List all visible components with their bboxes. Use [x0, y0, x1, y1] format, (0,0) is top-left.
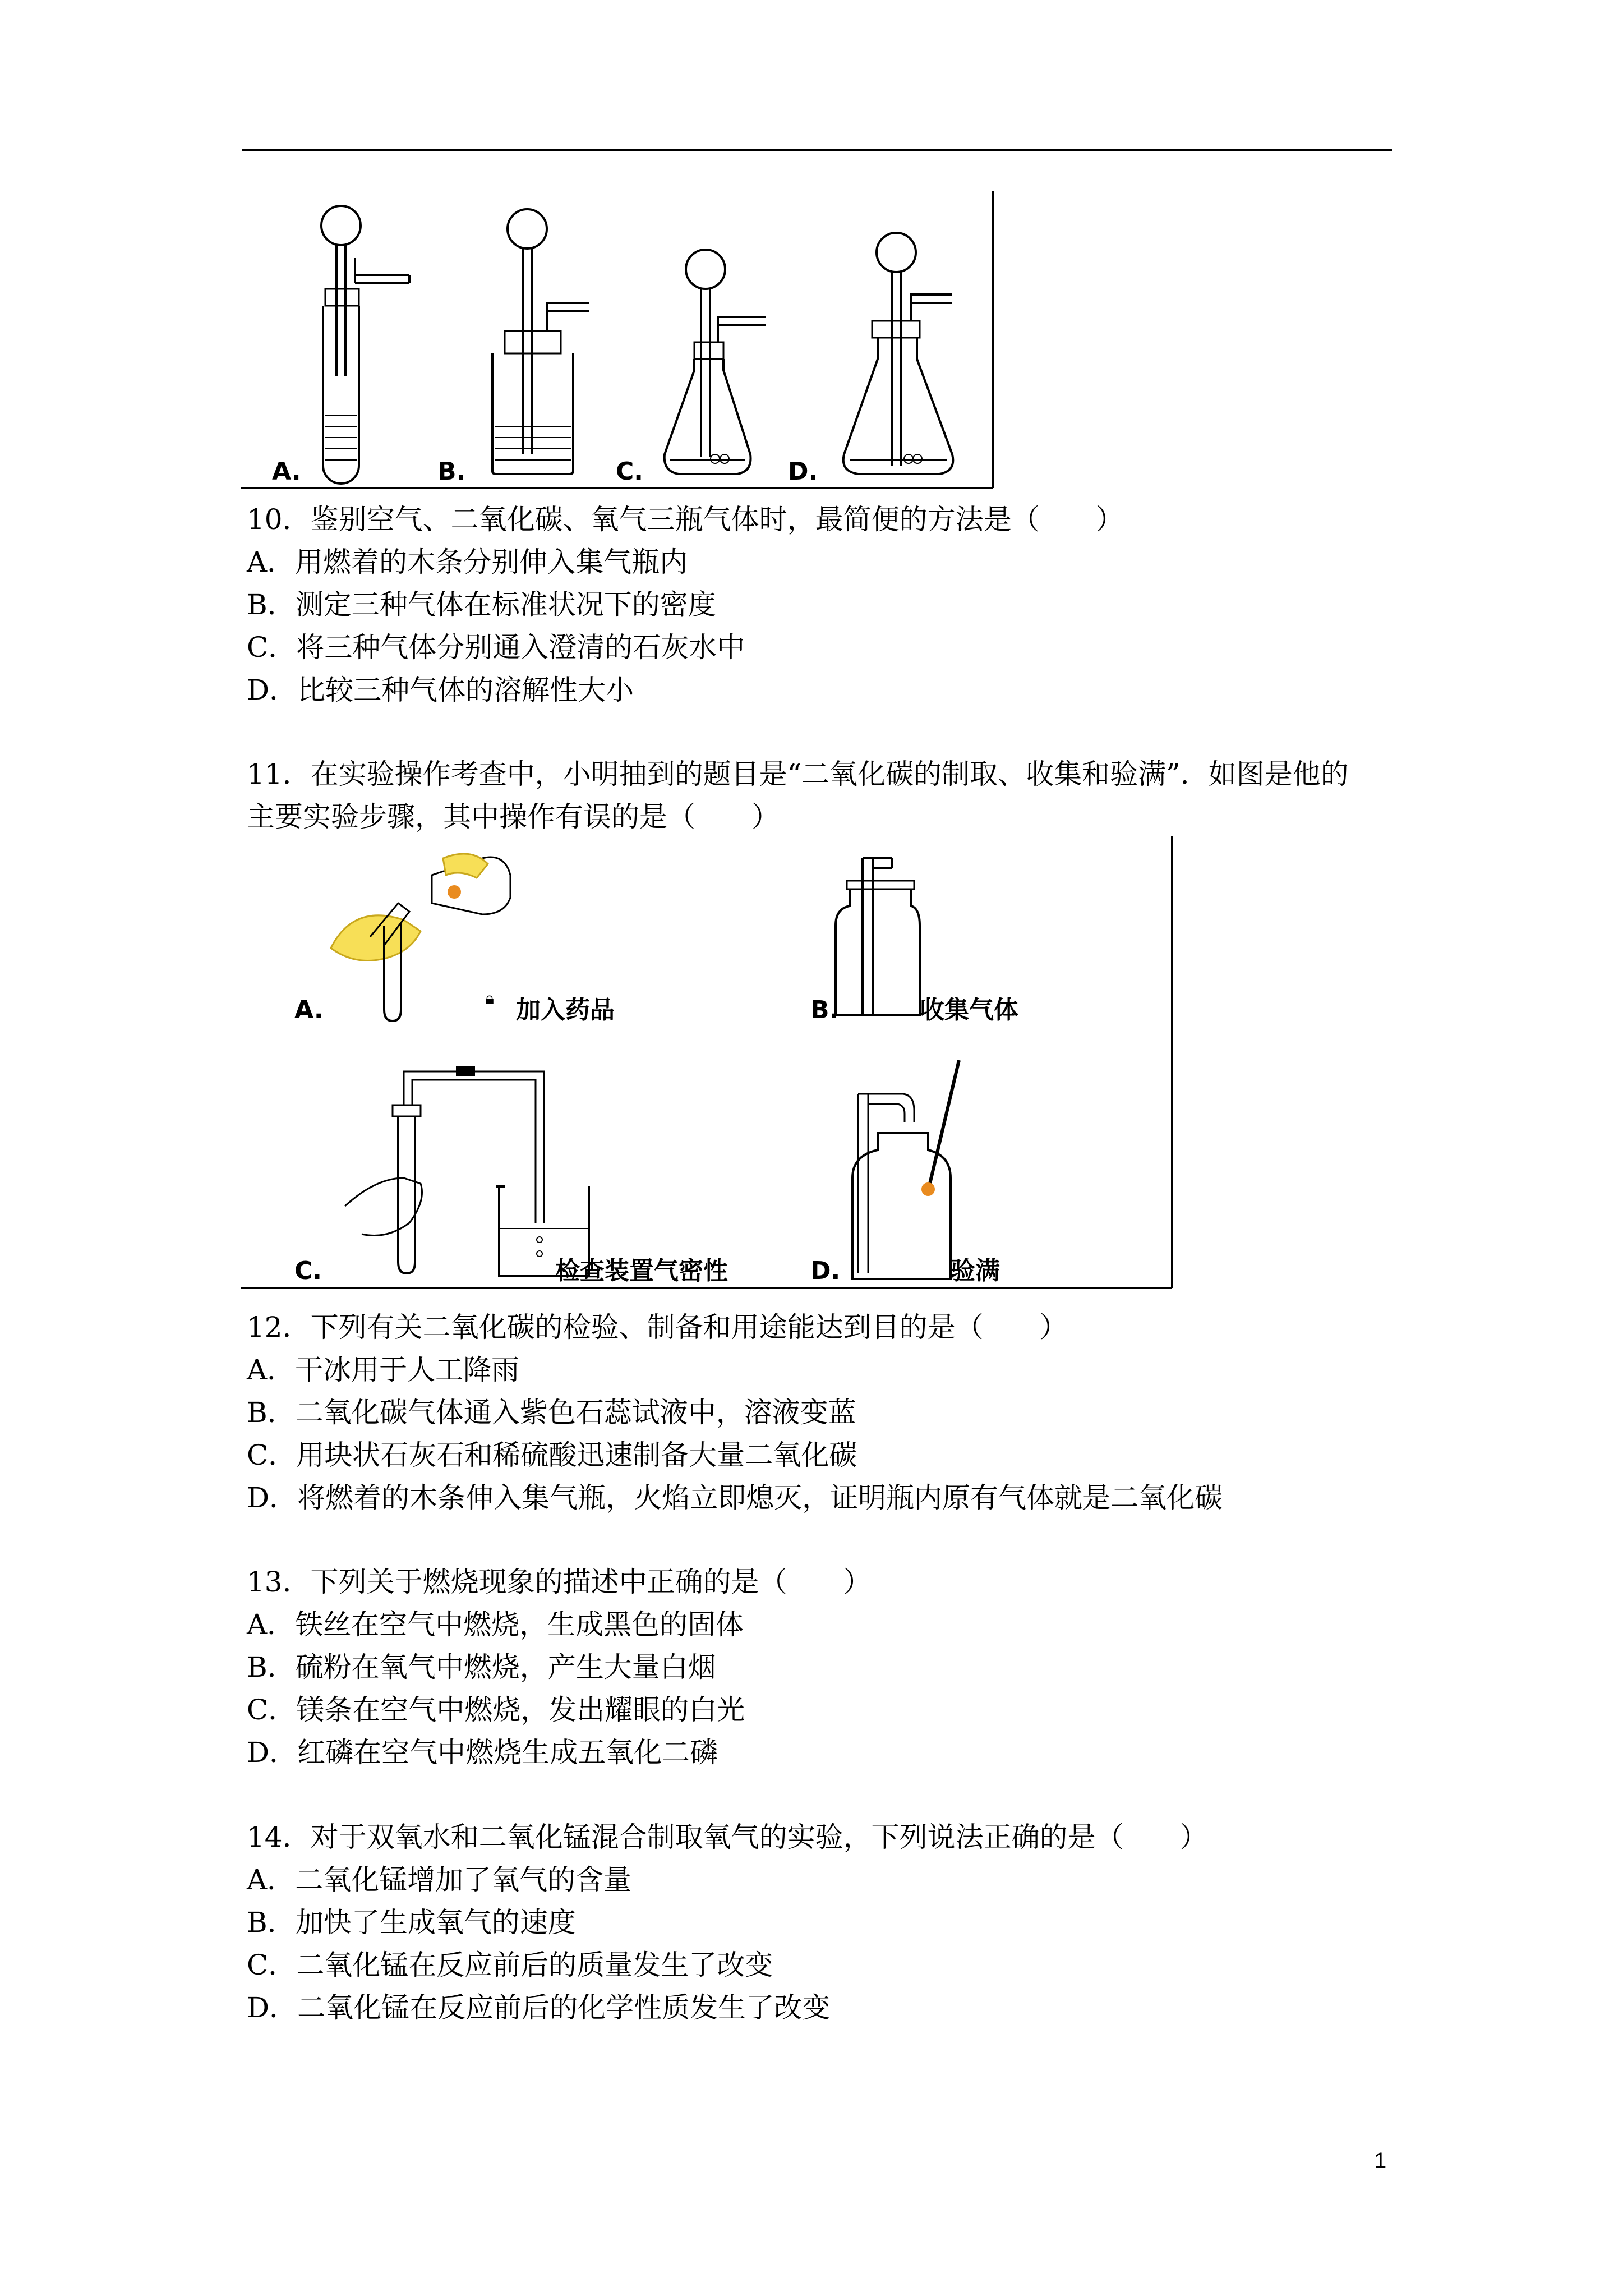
step-a-label: A. [294, 996, 324, 1024]
question-stem: 11．在实验操作考查中，小明抽到的题目是“二氧化碳的制取、收集和验满”．如图是他的 [247, 758, 1349, 790]
option-a: A．用燃着的木条分别伸入集气瓶内 [247, 546, 688, 578]
fig-label-c: C. [616, 457, 644, 486]
option-b: B．测定三种气体在标准状况下的密度 [247, 588, 716, 621]
option-b: B．二氧化碳气体通入紫色石蕊试液中，溶液变蓝 [247, 1396, 856, 1429]
question-10 [247, 498, 1391, 711]
step-a-caption: 加入药品 [516, 996, 615, 1024]
option-d: D．二氧化锰在反应前后的化学性质发生了改变 [247, 1991, 831, 2024]
apparatus-d [843, 233, 953, 474]
option-a: A．二氧化锰增加了氧气的含量 [247, 1864, 632, 1896]
question-stem: 10．鉴别空气、二氧化碳、氧气三瓶气体时，最简便的方法是（ ） [247, 503, 1124, 536]
step-c-label: C. [294, 1257, 322, 1285]
apparatus-figure [241, 191, 1004, 494]
page-number: 1 [1374, 2148, 1387, 2173]
question-13 [247, 1561, 1391, 1774]
apparatus-c [665, 250, 766, 474]
question-stem-continued: 主要实验步骤，其中操作有误的是（ ） [247, 800, 780, 833]
apparatus-b [492, 209, 589, 474]
step-b-label: B. [810, 996, 839, 1024]
question-11 [247, 753, 1391, 838]
option-b: B．加快了生成氧气的速度 [247, 1906, 576, 1939]
step-c-caption: 检查装置气密性 [555, 1257, 728, 1285]
question-stem: 12．下列有关二氧化碳的检验、制备和用途能达到目的是（ ） [247, 1311, 1068, 1343]
option-d: D．红磷在空气中燃烧生成五氧化二磷 [247, 1736, 718, 1769]
option-a: A．干冰用于人工降雨 [247, 1354, 520, 1386]
option-b: B．硫粉在氧气中燃烧，产生大量白烟 [247, 1651, 716, 1683]
fig-label-a: A. [272, 457, 301, 486]
option-c: C．用块状石灰石和稀硫酸迅速制备大量二氧化碳 [247, 1439, 857, 1471]
option-d: D．将燃着的木条伸入集气瓶，火焰立即熄灭，证明瓶内原有气体就是二氧化碳 [247, 1481, 1223, 1514]
step-b-caption: 收集气体 [920, 996, 1018, 1024]
option-c: C．镁条在空气中燃烧，发出耀眼的白光 [247, 1694, 745, 1726]
step-d-caption: 验满 [951, 1257, 1000, 1285]
question-12 [247, 1306, 1391, 1519]
fig-label-d: D. [788, 457, 818, 486]
option-a: A．铁丝在空气中燃烧，生成黑色的固体 [247, 1608, 744, 1641]
lab-steps-figure [241, 836, 1183, 1296]
step-d-label: D. [810, 1257, 841, 1285]
option-c: C．二氧化锰在反应前后的质量发生了改变 [247, 1949, 773, 1981]
option-d: D．比较三种气体的溶解性大小 [247, 674, 634, 706]
question-stem: 13．下列关于燃烧现象的描述中正确的是（ ） [247, 1566, 872, 1598]
apparatus-a [321, 206, 409, 484]
lock-icon: 🔒︎ [485, 989, 494, 1009]
question-14 [247, 1816, 1391, 2029]
step-a-adding-reagent [294, 854, 615, 1024]
step-b-collecting-gas [810, 858, 1018, 1024]
step-c-checking-airtightness [294, 1068, 728, 1285]
fig-label-b: B. [437, 457, 466, 486]
question-stem: 14．对于双氧水和二氧化锰混合制取氧气的实验，下列说法正确的是（ ） [247, 1821, 1208, 1853]
option-c: C．将三种气体分别通入澄清的石灰水中 [247, 631, 745, 664]
step-d-checking-full [810, 1060, 1000, 1285]
header-rule [242, 149, 1392, 151]
